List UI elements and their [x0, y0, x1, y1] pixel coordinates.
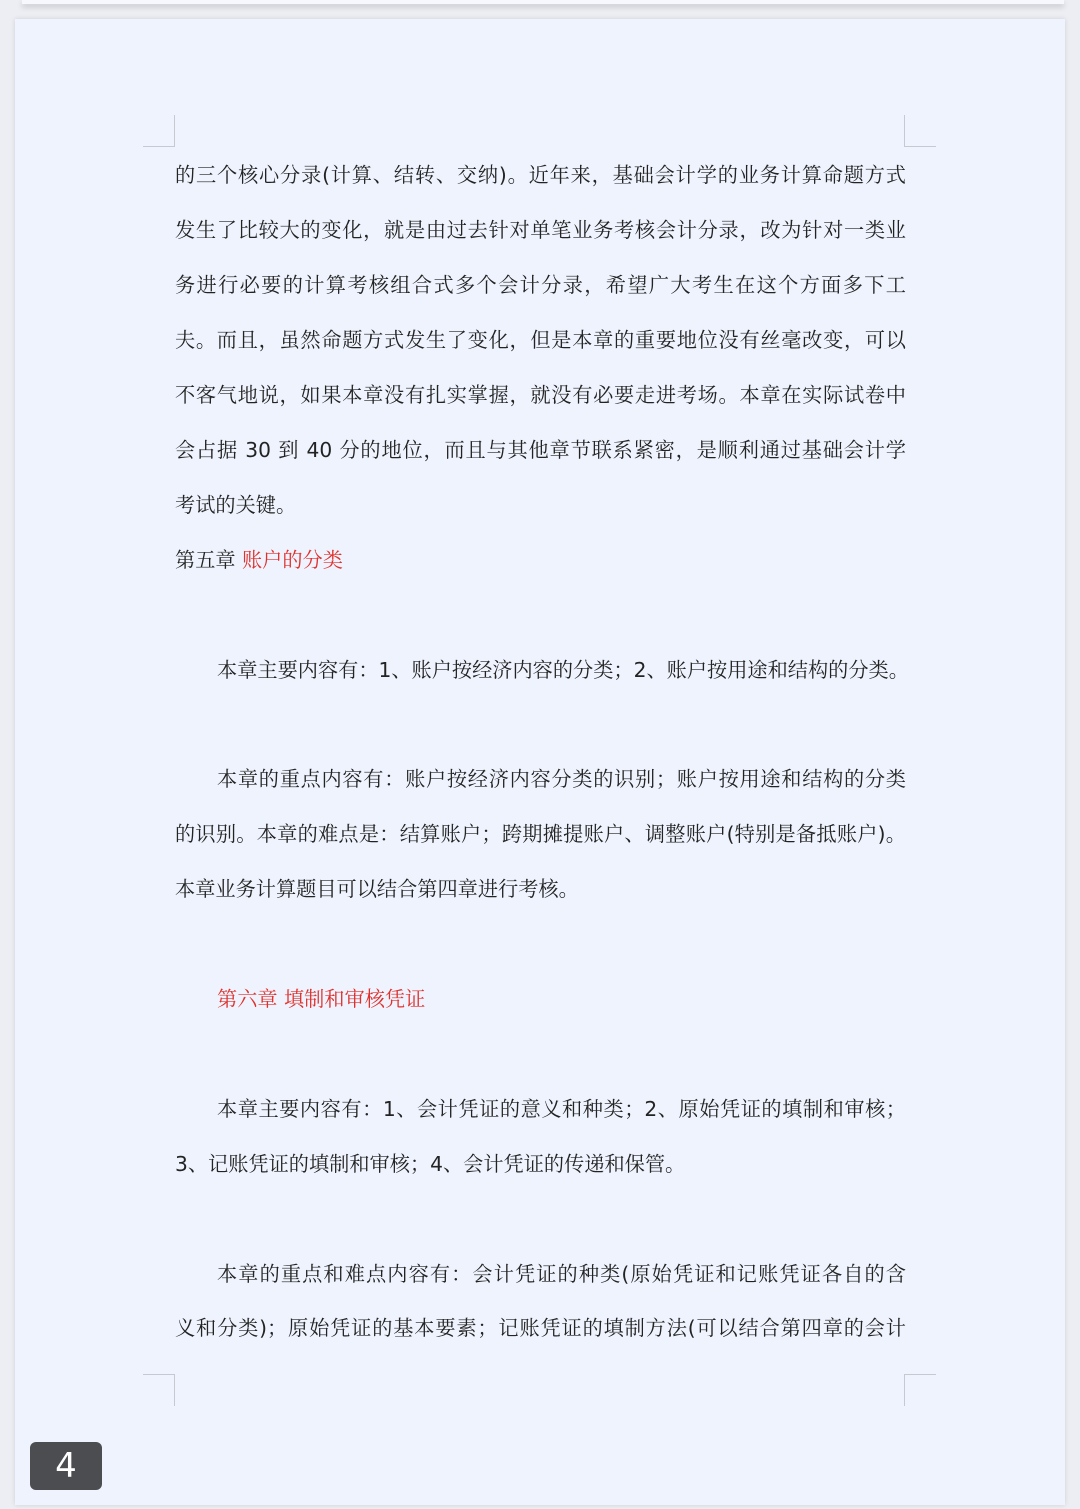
paragraph-line: 务进行必要的计算考核组合式多个会计分录，希望广大考生在这个方面多下工: [175, 273, 906, 297]
paragraph-line: 考试的关键。: [175, 493, 297, 517]
paragraph-line: 的三个核心分录(计算、结转、交纳)。近年来，基础会计学的业务计算命题方式: [175, 163, 906, 187]
previous-page-edge: [22, 0, 1064, 4]
paragraph-line: 本章业务计算题目可以结合第四章进行考核。: [175, 877, 579, 901]
paragraph-line: 夫。而且，虽然命题方式发生了变化，但是本章的重要地位没有丝毫改变，可以: [175, 328, 906, 352]
paragraph-line: 3、记账凭证的填制和审核；4、会计凭证的传递和保管。: [175, 1152, 686, 1176]
chapter-5-heading: [175, 545, 906, 575]
chapter-5-title: 账户的分类: [241, 548, 343, 572]
paragraph-line: 不客气地说，如果本章没有扎实掌握，就没有必要走进考场。本章在实际试卷中: [175, 383, 906, 407]
margin-corner-top-left: [143, 115, 175, 147]
paragraph-line: 发生了比较大的变化，就是由过去针对单笔业务考核会计分录，改为针对一类业: [175, 218, 906, 242]
paragraph-line: 本章的重点内容有：账户按经济内容分类的识别；账户按用途和结构的分类: [217, 767, 906, 791]
margin-corner-bottom-left: [143, 1374, 175, 1406]
margin-corner-bottom-right: [904, 1374, 936, 1406]
paragraph-line: 本章的重点和难点内容有：会计凭证的种类(原始凭证和记账凭证各自的含: [217, 1262, 906, 1286]
chapter-5-main-content: 本章主要内容有：1、账户按经济内容的分类；2、账户按用途和结构的分类。: [217, 658, 909, 682]
chapter-5-prefix: 第五章: [175, 548, 242, 572]
paragraph-line: 本章主要内容有：1、会计凭证的意义和种类；2、原始凭证的填制和审核；: [217, 1097, 906, 1121]
margin-corner-top-right: [904, 115, 936, 147]
chapter-6-heading: 第六章 填制和审核凭证: [217, 987, 426, 1011]
paragraph-line: 的识别。本章的难点是：结算账户；跨期摊提账户、调整账户(特别是备抵账户)。: [175, 822, 906, 846]
page-number-badge[interactable]: 4: [30, 1442, 102, 1490]
paragraph-line: 会占据 30 到 40 分的地位，而且与其他章节联系紧密，是顺利通过基础会计学: [175, 438, 906, 462]
paragraph-line: 义和分类)；原始凭证的基本要素；记账凭证的填制方法(可以结合第四章的会计: [175, 1316, 906, 1340]
